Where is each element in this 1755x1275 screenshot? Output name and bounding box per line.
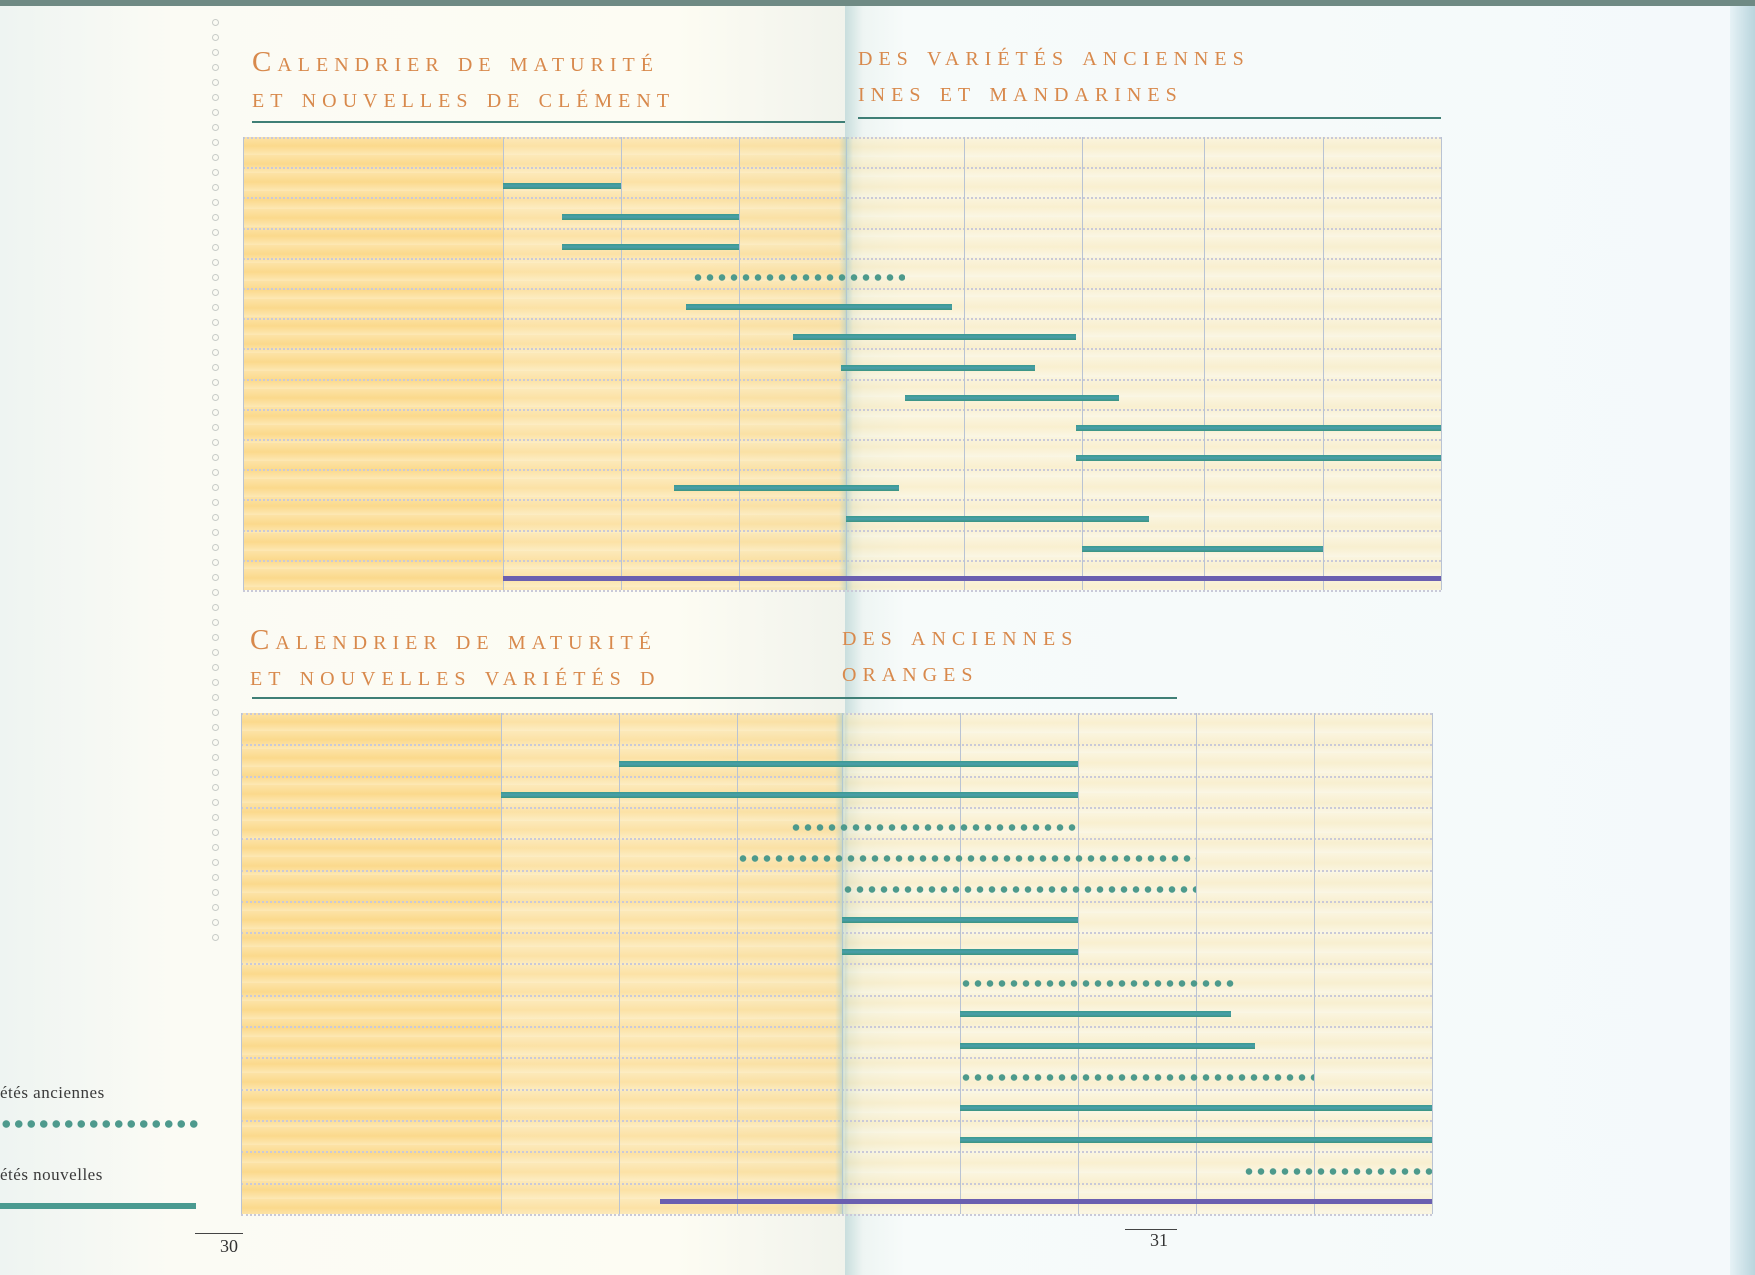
binding-hole — [212, 514, 219, 521]
binding-hole — [212, 424, 219, 431]
binding-hole — [212, 94, 219, 101]
binding-hole — [212, 199, 219, 206]
chart1-title-rule-right — [858, 117, 1441, 119]
chart2-title-line1-right: des anciennes — [842, 620, 1079, 652]
binding-hole — [212, 859, 219, 866]
binding-hole — [212, 904, 219, 911]
right-grid-background — [846, 137, 1441, 590]
binding-hole — [212, 409, 219, 416]
maturity-bar — [793, 334, 1077, 340]
chart1-title-line1-right: des variétés anciennes — [858, 40, 1250, 72]
maturity-dotted-line — [960, 980, 1237, 987]
binding-hole — [212, 799, 219, 806]
chart1-title-rule-left — [252, 121, 845, 123]
binding-hole — [212, 739, 219, 746]
chart1-title-line2-left: et nouvelles de clément — [252, 82, 676, 114]
binding-hole — [212, 214, 219, 221]
binding-hole — [212, 139, 219, 146]
maturity-dotted-line — [692, 274, 905, 281]
binding-hole — [212, 169, 219, 176]
maturity-bar — [846, 516, 1149, 522]
chart-oranges — [241, 713, 1432, 1214]
month-divider — [964, 137, 965, 590]
page-number-rule-left — [195, 1233, 243, 1234]
binding-hole — [212, 619, 219, 626]
maturity-bar — [905, 395, 1119, 401]
maturity-bar — [960, 1011, 1231, 1017]
binding-hole — [212, 664, 219, 671]
bilan-bar — [503, 576, 1441, 581]
maturity-dotted-line — [960, 1074, 1314, 1081]
chart2-title-rule-left — [252, 697, 845, 699]
right-page-edge — [1730, 6, 1755, 1275]
binding-hole — [212, 19, 219, 26]
page-number-right: 31 — [1150, 1230, 1168, 1250]
month-divider — [1323, 137, 1324, 590]
binding-hole — [212, 454, 219, 461]
binding-hole — [212, 79, 219, 86]
binding-hole — [212, 499, 219, 506]
maturity-bar — [842, 949, 1078, 955]
maturity-bar — [1076, 425, 1441, 431]
month-divider — [737, 713, 738, 1214]
maturity-dotted-line — [1243, 1168, 1432, 1175]
binding-hole — [212, 274, 219, 281]
row-divider — [241, 1214, 1432, 1216]
binding-hole — [212, 289, 219, 296]
maturity-bar — [503, 183, 621, 189]
binding-hole — [212, 604, 219, 611]
binding-hole — [212, 49, 219, 56]
left-grid-background — [503, 137, 846, 590]
chart2-title-line1-left: Calendrier de maturité — [250, 624, 657, 656]
chart2-title-line2-right: oranges — [842, 656, 979, 688]
month-divider — [1082, 137, 1083, 590]
month-divider — [1441, 137, 1442, 590]
maturity-bar — [562, 244, 739, 250]
binding-hole — [212, 574, 219, 581]
chart2-title-line2-left: et nouvelles variétés d — [250, 660, 661, 692]
month-divider — [739, 137, 740, 590]
maturity-bar — [1076, 455, 1441, 461]
maturity-dotted-line — [737, 855, 1196, 862]
binding-hole — [212, 529, 219, 536]
binding-hole — [212, 394, 219, 401]
chart1-title-line1-left: Calendrier de maturité — [252, 46, 659, 78]
binding-hole — [212, 349, 219, 356]
maturity-bar — [841, 365, 1035, 371]
binding-hole — [212, 829, 219, 836]
binding-hole — [212, 634, 219, 641]
binding-holes — [209, 12, 221, 1272]
binding-hole — [212, 874, 219, 881]
legend-new-solid-line — [0, 1203, 196, 1209]
binding-hole — [212, 679, 219, 686]
binding-hole — [212, 154, 219, 161]
binding-hole — [212, 784, 219, 791]
binding-hole — [212, 484, 219, 491]
page-number-left: 30 — [220, 1236, 238, 1256]
binding-hole — [212, 259, 219, 266]
binding-hole — [212, 439, 219, 446]
binding-hole — [212, 109, 219, 116]
maturity-dotted-line — [790, 824, 1079, 831]
binding-hole — [212, 649, 219, 656]
binding-hole — [212, 469, 219, 476]
binding-hole — [212, 64, 219, 71]
binding-hole — [212, 589, 219, 596]
maturity-bar — [619, 761, 1078, 767]
binding-hole — [212, 559, 219, 566]
page-gutter-shadow — [839, 137, 853, 590]
legend-old-dotted-line — [0, 1120, 198, 1128]
binding-hole — [212, 844, 219, 851]
binding-hole — [212, 769, 219, 776]
binding-hole — [212, 184, 219, 191]
bilan-bar — [660, 1199, 1432, 1204]
binding-hole — [212, 229, 219, 236]
maturity-bar — [1082, 546, 1323, 552]
binding-hole — [212, 724, 219, 731]
binding-hole — [212, 544, 219, 551]
maturity-bar — [842, 917, 1078, 923]
binding-hole — [212, 334, 219, 341]
chart1-title-line2-right: ines et mandarines — [858, 76, 1183, 108]
month-divider — [1432, 713, 1433, 1214]
binding-hole — [212, 694, 219, 701]
legend-new-label: étés nouvelles — [0, 1165, 103, 1184]
page-gutter-shadow — [835, 713, 849, 1214]
maturity-bar — [686, 304, 952, 310]
binding-hole — [212, 244, 219, 251]
binding-hole — [212, 379, 219, 386]
binding-hole — [212, 364, 219, 371]
binding-hole — [212, 919, 219, 926]
table-left-border — [241, 713, 242, 1214]
binding-hole — [212, 934, 219, 941]
name-column-background — [243, 137, 503, 590]
month-divider — [621, 137, 622, 590]
maturity-bar — [674, 485, 899, 491]
binding-hole — [212, 889, 219, 896]
maturity-bar — [562, 214, 739, 220]
binding-hole — [212, 709, 219, 716]
month-divider — [1204, 137, 1205, 590]
row-divider — [243, 590, 1441, 592]
maturity-bar — [960, 1043, 1255, 1049]
binding-hole — [212, 319, 219, 326]
chart-clementines-mandarines — [243, 137, 1441, 590]
binding-hole — [212, 34, 219, 41]
binding-hole — [212, 754, 219, 761]
month-divider — [619, 713, 620, 1214]
month-divider — [501, 713, 502, 1214]
binding-hole — [212, 124, 219, 131]
binding-hole — [212, 814, 219, 821]
table-left-border — [243, 137, 244, 590]
chart2-title-rule-right — [845, 697, 1177, 699]
maturity-bar — [501, 792, 1078, 798]
month-divider — [503, 137, 504, 590]
legend-old-label: étés anciennes — [0, 1083, 105, 1102]
maturity-bar — [960, 1105, 1432, 1111]
binding-hole — [212, 304, 219, 311]
maturity-dotted-line — [842, 886, 1196, 893]
maturity-bar — [960, 1137, 1432, 1143]
